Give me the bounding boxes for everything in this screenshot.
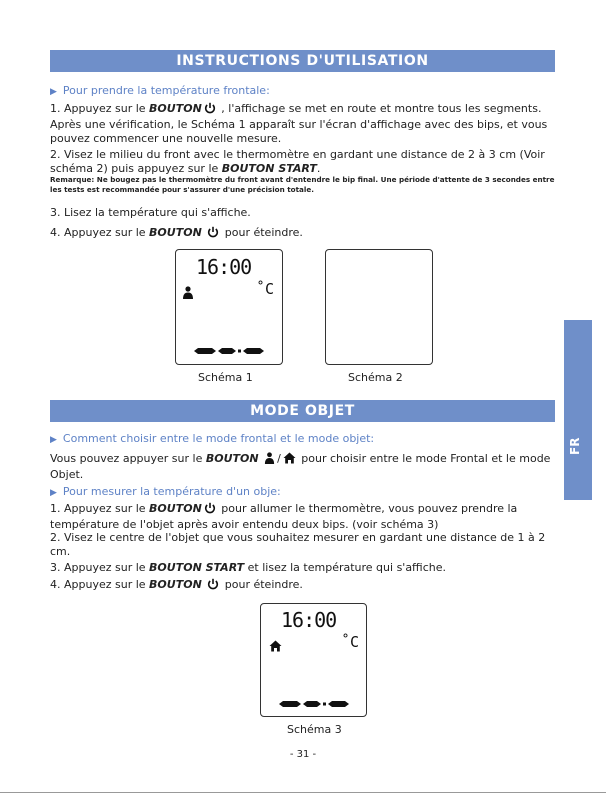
language-tab-label: FR bbox=[568, 437, 582, 455]
section-title-instructions: INSTRUCTIONS D'UTILISATION bbox=[50, 50, 555, 72]
subtitle-choose-mode bbox=[50, 432, 374, 445]
step-text: Vous pouvez appuyer sur le bbox=[50, 452, 206, 465]
step-1-frontal bbox=[50, 102, 560, 146]
lcd-time: 16:00 bbox=[196, 255, 252, 279]
lcd-schema-2 bbox=[325, 249, 433, 365]
language-side-tab bbox=[564, 320, 592, 500]
step-text: . bbox=[316, 162, 321, 175]
power-icon bbox=[207, 226, 219, 242]
bouton-label: BOUTON bbox=[205, 452, 259, 465]
lcd-schema-1 bbox=[175, 249, 283, 365]
lcd-time: 16:00 bbox=[281, 608, 337, 632]
lcd-unit: ˚C bbox=[341, 633, 360, 651]
step-text: 1. Appuyez sur le bbox=[50, 502, 150, 515]
subtitle-frontal-text: Pour prendre la température frontale: bbox=[62, 84, 270, 97]
step-4-object bbox=[50, 578, 560, 594]
subtitle-choose-mode-text: Comment choisir entre le mode frontal et le mode objet: bbox=[62, 432, 375, 445]
home-icon bbox=[269, 637, 282, 656]
step-text: 1. Appuyez sur le bbox=[50, 102, 150, 115]
subtitle-frontal bbox=[50, 84, 270, 97]
page-number: - 31 - bbox=[289, 749, 317, 760]
step-text: pour éteindre. bbox=[221, 226, 303, 239]
step-text: , l'affichage se met en route et montre tous les segments. bbox=[217, 102, 542, 115]
step-text: 2. Visez le milieu du front avec le thermomètre en gardant une distance de 2 à 3 cm (Voir schéma 2) puis appuyez sur le bbox=[50, 148, 545, 175]
power-icon bbox=[204, 502, 216, 518]
bottom-divider bbox=[0, 792, 606, 793]
subtitle-measure-object-text: Pour mesurer la température d'un obje: bbox=[62, 485, 281, 498]
person-icon bbox=[264, 452, 275, 468]
bouton-label: BOUTON bbox=[149, 502, 202, 515]
step-3-frontal: 3. Lisez la température qui s'affiche. bbox=[50, 206, 251, 219]
subtitle-measure-object bbox=[50, 485, 281, 498]
bouton-start-label: BOUTON START bbox=[221, 162, 317, 175]
step-2-object: 2. Visez le centre de l'objet que vous souhaitez mesurer en gardant une distance de 1 à 2 cm. bbox=[50, 531, 546, 558]
caption-schema-2: Schéma 2 bbox=[348, 371, 403, 384]
power-icon bbox=[204, 102, 216, 118]
step-1-object bbox=[50, 502, 560, 532]
bouton-label: BOUTON bbox=[149, 226, 202, 239]
remark-note: Remarque: Ne bougez pas le thermomètre du front avant d'entendre le bip final. Une période d'attente de 3 secondes entre les tests est recommandée pour s'assurer d'une précision totale. bbox=[50, 175, 555, 194]
step-text: pour éteindre. bbox=[221, 578, 303, 591]
bouton-start-label: BOUTON START bbox=[149, 561, 245, 574]
home-icon bbox=[283, 452, 296, 468]
step-text: 3. Appuyez sur le bbox=[50, 561, 150, 574]
step-text: pour allumer le thermomètre, vous pouvez prendre la température de l'objet après avoir entendu deux bips. (voir schéma 3) bbox=[50, 502, 518, 531]
lcd-schema-3 bbox=[260, 603, 367, 717]
lcd-segments bbox=[192, 347, 268, 355]
step-2-frontal bbox=[50, 148, 560, 176]
bouton-label: BOUTON bbox=[149, 578, 202, 591]
step-text: et lisez la température qui s'affiche. bbox=[244, 561, 446, 574]
caption-schema-1: Schéma 1 bbox=[198, 371, 253, 384]
person-icon bbox=[182, 284, 194, 303]
lcd-segments bbox=[277, 700, 353, 708]
lcd-unit: ˚C bbox=[256, 280, 275, 298]
step-3-object bbox=[50, 561, 560, 575]
bouton-label: BOUTON bbox=[149, 102, 202, 115]
triangle-bullet-icon: ▶ bbox=[50, 488, 57, 498]
step-text: 4. Appuyez sur le bbox=[50, 226, 150, 239]
step-text: Après une vérification, le Schéma 1 apparaît sur l'écran d'affichage avec des bips, et vous pouvez commencer une nouvelle mesure. bbox=[50, 118, 548, 145]
caption-schema-3: Schéma 3 bbox=[287, 723, 342, 736]
step-text: 4. Appuyez sur le bbox=[50, 578, 150, 591]
choose-mode-text: Vous pouvez appuyer sur le BOUTON / pour choisir entre le mode Frontal et le mode Objet. bbox=[50, 452, 551, 481]
triangle-bullet-icon: ▶ bbox=[50, 87, 57, 97]
section-title-mode-objet: MODE OBJET bbox=[50, 400, 555, 422]
step-text: pour choisir entre le mode Frontal et le mode Objet. bbox=[50, 452, 551, 481]
triangle-bullet-icon: ▶ bbox=[50, 435, 57, 445]
power-icon bbox=[207, 578, 219, 594]
step-4-frontal bbox=[50, 226, 560, 242]
